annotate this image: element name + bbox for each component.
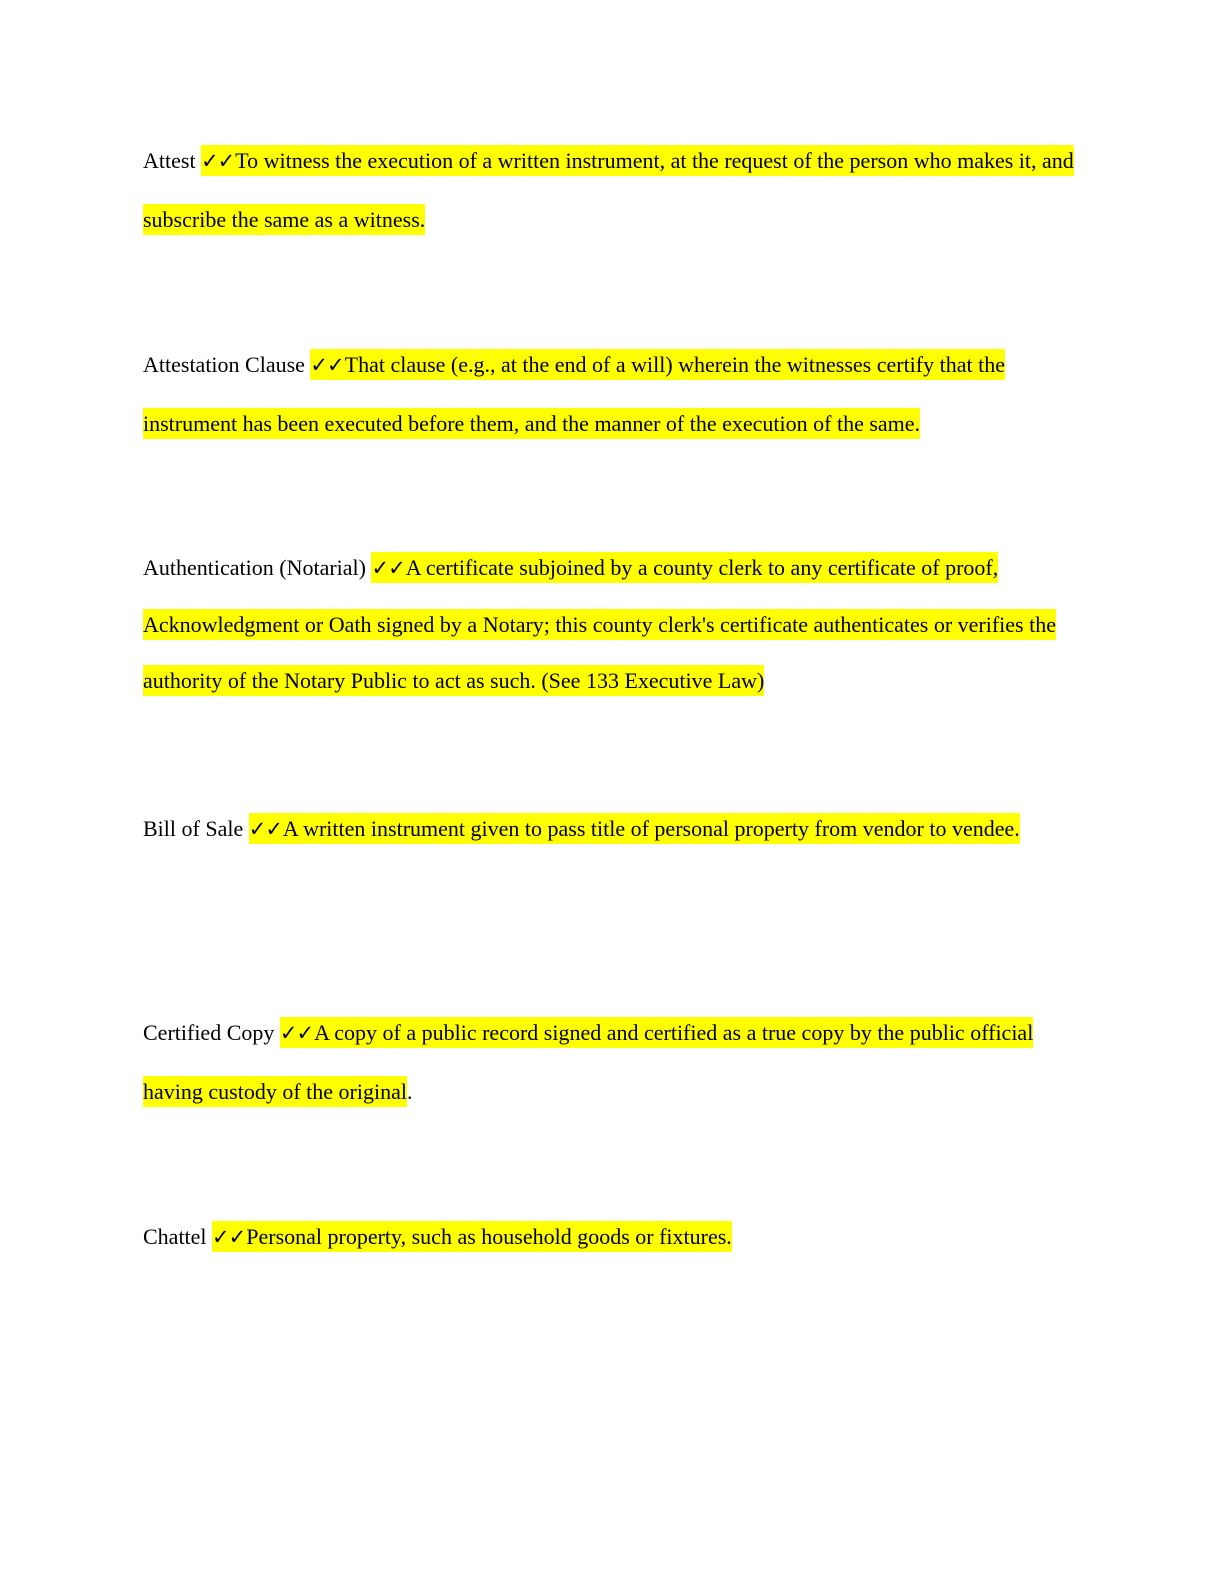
double-checkmark-icon: ✓✓ bbox=[201, 149, 235, 173]
entry-term: Bill of Sale bbox=[143, 816, 244, 841]
glossary-entry-authentication bbox=[143, 540, 1083, 710]
entry-definition: A written instrument given to pass title of personal property from vendor to vendee. bbox=[282, 816, 1020, 841]
double-checkmark-icon: ✓✓ bbox=[371, 556, 405, 580]
entry-definition: That clause (e.g., at the end of a will) wherein the witnesses certify that the instrument has been executed before them, and the manner of the execution of the same. bbox=[143, 352, 1005, 436]
entry-term: Certified Copy bbox=[143, 1020, 275, 1045]
entry-definition: A certificate subjoined by a county clerk to any certificate of proof, Acknowledgment or Oath signed by a Notary; this county clerk's certificate authenticates or verifies the authority of the Notary Public to act as such. (See 133 Executive Law) bbox=[143, 555, 1056, 693]
entry-definition: To witness the execution of a written instrument, at the request of the person who makes it, and subscribe the same as a witness. bbox=[143, 148, 1074, 232]
definition-highlight bbox=[143, 1017, 1033, 1107]
definition-highlight bbox=[143, 145, 1074, 235]
definition-highlight bbox=[212, 1221, 732, 1252]
entry-definition: A copy of a public record signed and certified as a true copy by the public official having custody of the original bbox=[143, 1020, 1034, 1104]
entry-definition: Personal property, such as household goods or fixtures. bbox=[246, 1224, 732, 1249]
double-checkmark-icon: ✓✓ bbox=[279, 1021, 314, 1045]
entry-term: Attestation Clause bbox=[143, 352, 305, 377]
double-checkmark-icon: ✓✓ bbox=[212, 1225, 246, 1249]
entry-term: Chattel bbox=[143, 1224, 207, 1249]
entry-term: Authentication (Notarial) bbox=[143, 555, 366, 580]
glossary-entry-attestation-clause bbox=[143, 336, 1083, 453]
glossary-entry-certified-copy bbox=[143, 1004, 1083, 1121]
definition-highlight bbox=[249, 813, 1020, 844]
entry-tail: . bbox=[406, 1078, 413, 1104]
glossary-entry-bill-of-sale bbox=[143, 800, 1083, 859]
double-checkmark-icon: ✓✓ bbox=[310, 353, 344, 377]
glossary-entry-chattel bbox=[143, 1208, 1083, 1267]
entry-term: Attest bbox=[143, 148, 196, 173]
double-checkmark-icon: ✓✓ bbox=[248, 817, 282, 841]
glossary-entry-attest bbox=[143, 132, 1083, 249]
